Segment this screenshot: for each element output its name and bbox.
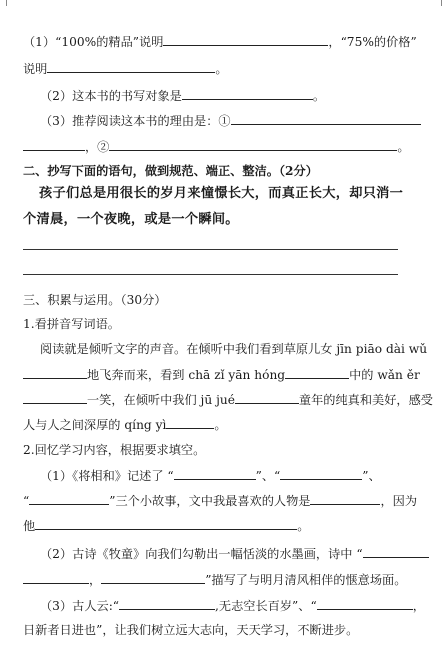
poem-blank-2[interactable] — [23, 571, 89, 584]
q2-blank[interactable] — [182, 87, 313, 100]
favorite-person-blank[interactable] — [310, 492, 380, 505]
quote-blank-2[interactable] — [317, 597, 413, 610]
item2-s3-line1: （3）古人云:“ ,无志空长百岁”、“ ， — [40, 599, 425, 613]
item1-title: 1.看拼音写词语。 — [23, 317, 120, 331]
reason-blank[interactable] — [35, 517, 297, 530]
q1-line1: （1）“100%的精品”说明 ，“75%的价格” — [23, 35, 417, 49]
item2-title: 2.回忆学习内容，根据要求填空。 — [23, 443, 206, 457]
q1-blank-1[interactable] — [163, 33, 328, 46]
item2-s1-line3: 他 。 — [23, 519, 310, 533]
poem-blank-1[interactable] — [363, 545, 429, 558]
copy-sentence-line2: 个清晨，一个夜晚，或是一个瞬间。 — [23, 212, 239, 227]
q3-blank-2[interactable] — [23, 138, 85, 151]
corner-mark-left — [6, 0, 13, 6]
copy-writing-line-1[interactable] — [23, 249, 398, 250]
q1-quote-a: “100%的精品”说明 — [55, 35, 164, 49]
pinyin-blank-4[interactable] — [235, 391, 299, 404]
item2-s3-line2: 日新者日进也”，让我们树立远大志向，天天学习，不断进步。 — [23, 623, 359, 637]
copy-sentence-line1: 孩子们总是用很长的岁月来憧憬长大，而真正长大，却只消一 — [39, 186, 404, 201]
item2-s1-line1: （1）《将相和》记述了 “ ”、“ ”、 — [40, 469, 381, 483]
q1-blank-2[interactable] — [47, 60, 215, 73]
item1-para-line2: 地飞奔而来，看到 chā zǐ yān hóng 中的 wǎn ěr — [23, 366, 448, 383]
item1-para-line4: 人与人之间深厚的 qíng yì 。 — [23, 418, 227, 432]
q3-blank-3[interactable] — [109, 138, 397, 151]
story-blank-1[interactable] — [174, 467, 256, 480]
q3-blank-1[interactable] — [231, 112, 421, 125]
story-blank-3[interactable] — [29, 492, 109, 505]
q3-line1: （3）推荐阅读这本书的理由是：① — [40, 112, 448, 129]
pinyin-blank-3[interactable] — [23, 391, 87, 404]
pinyin-blank-1[interactable] — [23, 366, 87, 379]
story-blank-2[interactable] — [280, 467, 362, 480]
poem-blank-3[interactable] — [101, 571, 205, 584]
pinyin-blank-2[interactable] — [285, 366, 349, 379]
q1-quote-b: “75%的价格” — [340, 35, 417, 49]
corner-mark-right — [435, 0, 442, 6]
item1-para-line3: 一笑，在倾听中我们 jū jué 童年的纯真和美好，感受 — [23, 391, 448, 408]
item2-s2-line2: ， ”描写了与明月清风相伴的惬意场面。 — [23, 571, 448, 588]
section2-title: 二、抄写下面的语句，做到规范、端正、整洁。（2分） — [23, 164, 318, 178]
item1-para-line1: 阅读就是倾听文字的声音。在倾听中我们看到草原儿女 jīn piāo dài wǔ — [40, 342, 428, 356]
item2-s2-line1: （2）古诗《牧童》向我们勾勒出一幅恬淡的水墨画，诗中 “ — [40, 545, 448, 562]
quote-blank-1[interactable] — [119, 597, 215, 610]
section3-title: 三、积累与运用。（30分） — [23, 293, 167, 307]
copy-writing-line-2[interactable] — [23, 274, 398, 275]
q3-line2: ，② 。 — [23, 138, 448, 155]
q2-line: （2）这本书的书写对象是 。 — [40, 89, 326, 103]
pinyin-blank-5[interactable] — [166, 416, 214, 429]
item2-s1-line2: “ ”三个小故事，文中我最喜欢的人物是 ，因为 — [23, 494, 418, 508]
q1-line2: 说明 。 — [23, 62, 228, 76]
